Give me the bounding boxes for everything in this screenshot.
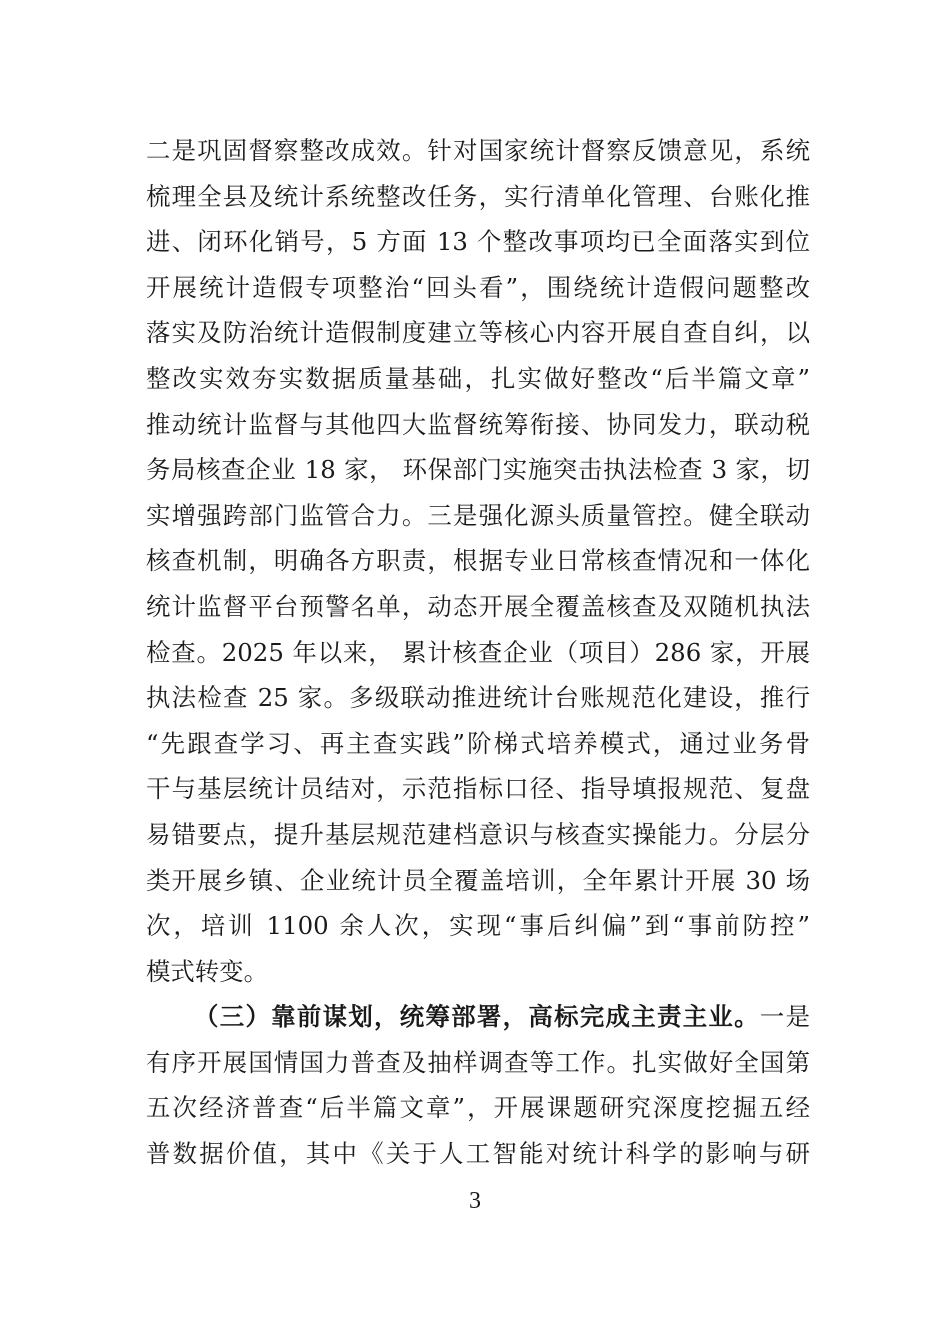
text-line: 干与基层统计员结对，示范指标口径、指导填报规范、复盘 <box>146 774 810 804</box>
text-line: 开展统计造假专项整治“回头看”，围绕统计造假问题整改 <box>146 272 810 302</box>
text-line: 次，培训 1100 余人次，实现“事后纠偏”到“事前防控” <box>146 911 810 941</box>
text-line: 类开展乡镇、企业统计员全覆盖培训，全年累计开展 30 场 <box>146 865 810 895</box>
text-line: 检查。2025 年以来， 累计核查企业（项目）286 家，开展 <box>146 637 810 667</box>
body-text <box>146 128 810 1177</box>
section-heading-line <box>146 994 810 1040</box>
text-line: 梳理全县及统计系统整改任务，实行清单化管理、台账化推 <box>146 181 810 211</box>
text-line: 推动统计监督与其他四大监督统筹衔接、协同发力，联动税 <box>146 409 810 439</box>
section-heading-tail: 一是 <box>759 1002 810 1032</box>
text-line: 整改实效夯实数据质量基础，扎实做好整改“后半篇文章” <box>146 363 810 393</box>
text-line: 五次经济普查“后半篇文章”，开展课题研究深度挖掘五经 <box>146 1093 810 1123</box>
text-line: “先跟查学习、再主查实践”阶梯式培养模式，通过业务骨 <box>146 728 810 758</box>
page-number: 3 <box>469 1188 481 1214</box>
text-line: 模式转变。 <box>146 956 268 986</box>
text-line: 统计监督平台预警名单，动态开展全覆盖核查及双随机执法 <box>146 591 810 621</box>
text-line: 实增强跨部门监管合力。三是强化源头质量管控。健全联动 <box>146 500 810 530</box>
text-line: 有序开展国情国力普查及抽样调查等工作。扎实做好全国第 <box>146 1047 810 1077</box>
text-line: 落实及防治统计造假制度建立等核心内容开展自查自纠，以 <box>146 318 810 348</box>
text-line: 务局核查企业 18 家， 环保部门实施突击执法检查 3 家，切 <box>146 455 810 485</box>
text-line: 执法检查 25 家。多级联动推进统计台账规范化建设，推行 <box>146 683 810 713</box>
text-line: 二是巩固督察整改成效。针对国家统计督察反馈意见，系统 <box>146 136 810 165</box>
text-line: 进、闭环化销号，5 方面 13 个整改事项均已全面落实到位 <box>146 227 810 257</box>
text-line: 核查机制，明确各方职责，根据专业日常核查情况和一体化 <box>146 546 810 576</box>
text-line: 易错要点，提升基层规范建档意识与核查实操能力。分层分 <box>146 819 810 849</box>
text-line: 普数据价值，其中《关于人工智能对统计科学的影响与研 <box>146 1139 810 1169</box>
section-heading: （三）靠前谋划，统筹部署，高标完成主责主业。 <box>194 1002 760 1032</box>
